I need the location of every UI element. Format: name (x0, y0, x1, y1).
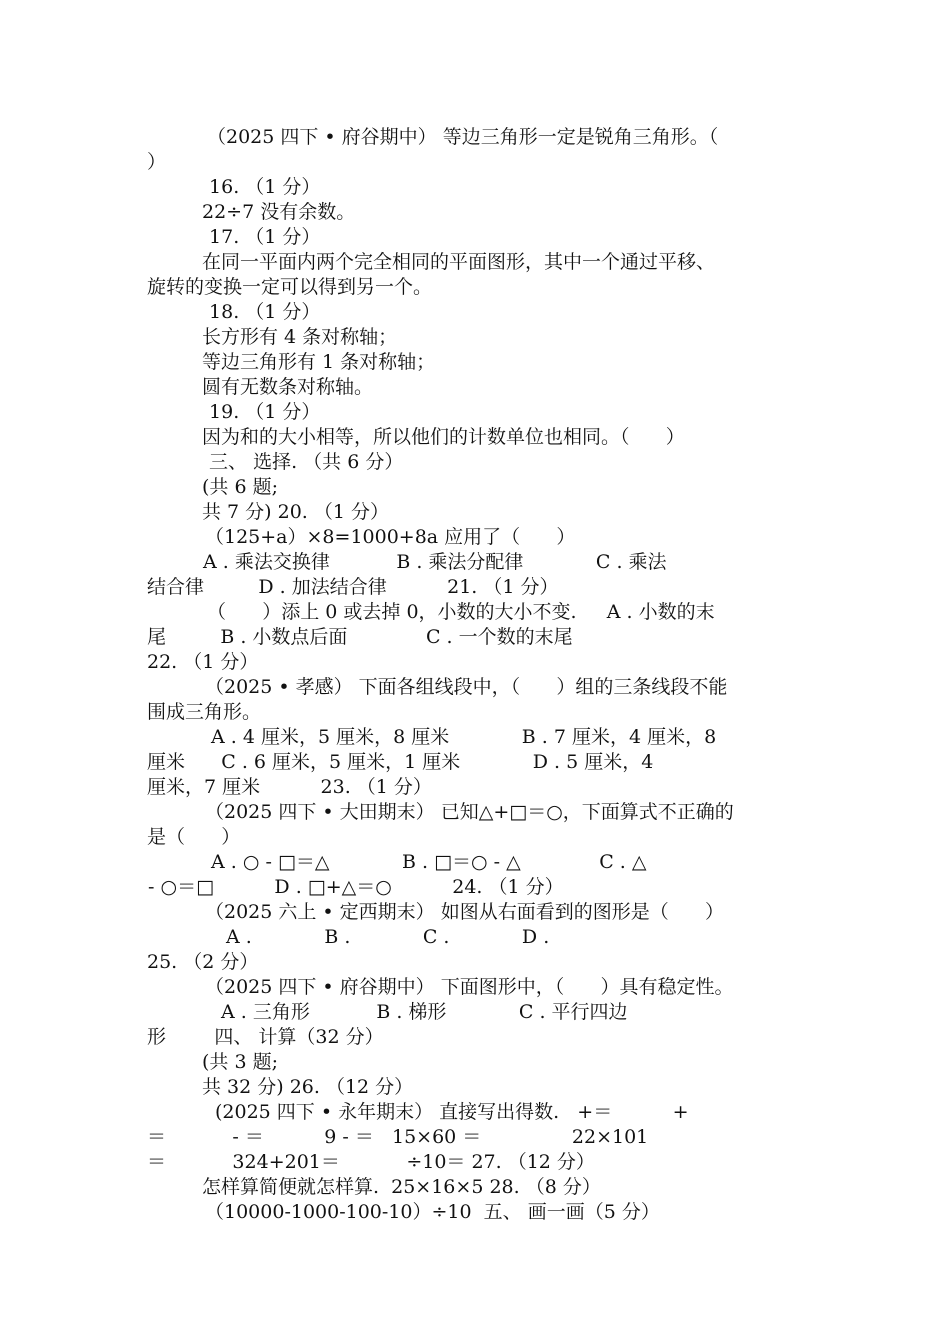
q15-statement: （2025 四下 • 府谷期中） 等边三角形一定是锐角三角形。（ (207, 126, 719, 148)
q18-header: 18. （1 分） (203, 301, 321, 323)
q22-options-line2: 厘米 C . 6 厘米，5 厘米，1 厘米 D . 5 厘米，4 (147, 751, 654, 773)
q24-statement: （2025 六上 • 定西期末） 如图从右面看到的图形是（ ） (205, 901, 724, 923)
q20-options-line1: A . 乘法交换律 B . 乘法分配律 C . 乘法 (197, 551, 667, 573)
q17-header: 17. （1 分） (203, 226, 321, 248)
q26-statement-line1: (2025 四下 • 永年期末） 直接写出得数. +＝ + (215, 1101, 689, 1123)
q22-options-line3: 厘米，7 厘米 23. （1 分） (147, 776, 432, 798)
q20-options-line2: 结合律 D . 加法结合律 21. （1 分） (147, 576, 559, 598)
q16-statement: 22÷7 没有余数。 (202, 201, 356, 223)
q20-header: 共 7 分) 20. （1 分） (202, 501, 390, 523)
q18-statement-line3: 圆有无数条对称轴。 (202, 376, 374, 398)
q26-header: 共 32 分) 26. （12 分） (202, 1076, 414, 1098)
q27-statement: 怎样算简便就怎样算. 25×16×5 28. （8 分） (202, 1176, 601, 1198)
q18-statement-line1: 长方形有 4 条对称轴； (202, 326, 398, 348)
q19-header: 19. （1 分） (203, 401, 321, 423)
q18-statement-line2: 等边三角形有 1 条对称轴； (202, 351, 436, 373)
q16-header: 16. （1 分） (203, 176, 321, 198)
q22-header: 22. （1 分） (147, 651, 259, 673)
section-3-count: (共 6 题; (202, 476, 278, 498)
section-4-title: 形 四、 计算（32 分） (147, 1026, 384, 1048)
section-3-title: 三、 选择. （共 6 分） (203, 451, 404, 473)
q15-paren-close: ） (147, 151, 167, 173)
q23-options-line1: A . ○ - □＝△ B . □＝○ - △ C . △ (205, 851, 647, 873)
q23-statement-line1: （2025 四下 • 大田期末） 已知△+□＝○，下面算式不正确的 (205, 801, 734, 823)
q21-options: 尾 B . 小数点后面 C . 一个数的末尾 (147, 626, 573, 648)
q26-statement-line3: ＝ 324+201＝ ÷10＝ 27. （12 分） (147, 1151, 595, 1173)
q17-statement-line1: 在同一平面内两个完全相同的平面图形，其中一个通过平移、 (202, 251, 716, 273)
q25-header: 25. （2 分） (147, 951, 259, 973)
q23-statement-line2: 是（ ） (147, 826, 241, 848)
section-4-count: (共 3 题; (202, 1051, 278, 1073)
q25-statement: （2025 四下 • 府谷期中） 下面图形中，（ ）具有稳定性。 (205, 976, 734, 998)
q22-statement-line2: 围成三角形。 (147, 701, 262, 723)
q20-statement: （125+a）×8=1000+8a 应用了（ ） (205, 526, 576, 548)
q22-statement-line1: （2025 • 孝感） 下面各组线段中，（ ）组的三条线段不能 (205, 676, 728, 698)
q23-options-line2: - ○＝□ D . □+△＝○ 24. （1 分） (142, 876, 564, 898)
q28-statement: （10000-1000-100-10）÷10 五、 画一画（5 分） (205, 1201, 660, 1223)
q26-statement-line2: ＝ - ＝ 9 - ＝ 15×60 ＝ 22×101 (147, 1126, 649, 1148)
q25-options-line1: A . 三角形 B . 梯形 C . 平行四边 (215, 1001, 628, 1023)
q22-options-line1: A . 4 厘米，5 厘米，8 厘米 B . 7 厘米，4 厘米，8 (205, 726, 717, 748)
q17-statement-line2: 旋转的变换一定可以得到另一个。 (147, 276, 433, 298)
q21-statement: （ ）添上 0 或去掉 0，小数的大小不变. A . 小数的末 (207, 601, 715, 623)
q24-options: A . B . C . D . (220, 926, 550, 948)
q19-statement: 因为和的大小相等，所以他们的计数单位也相同。（ ） (202, 426, 685, 448)
